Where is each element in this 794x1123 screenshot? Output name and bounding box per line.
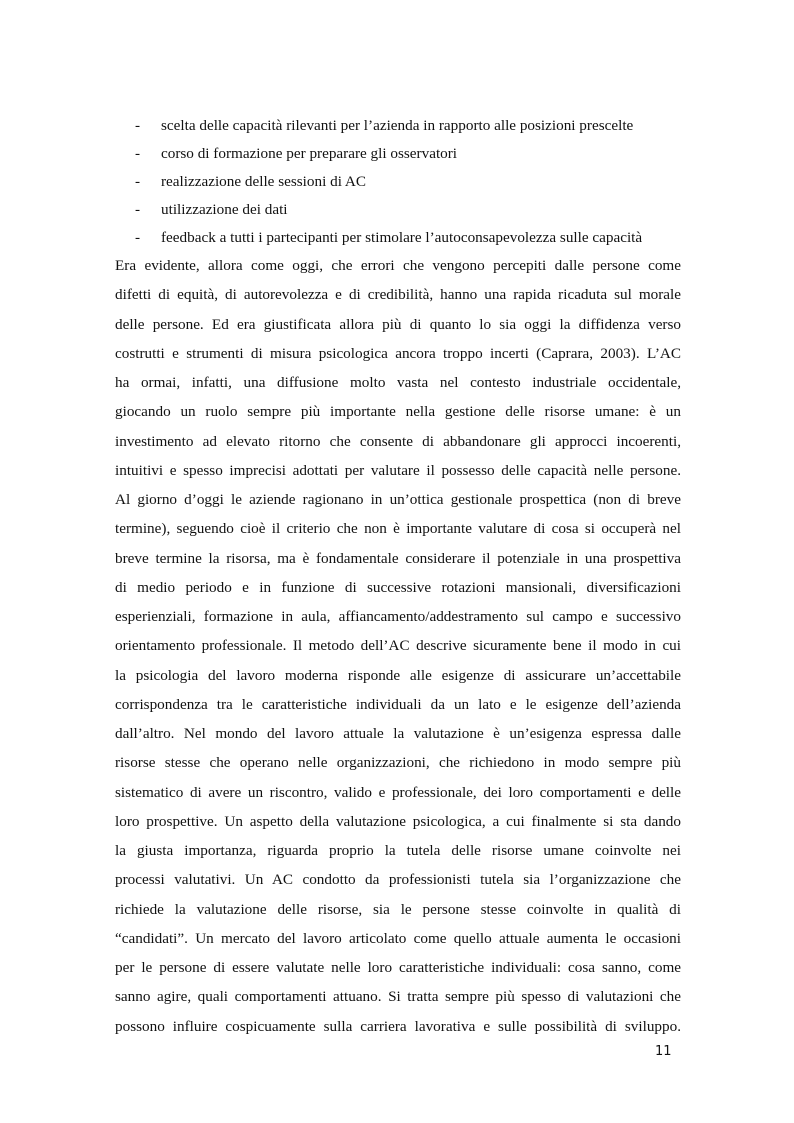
paragraph-line: delle persone. Ed era giustificata allora più di quanto lo sia oggi la diffidenza verso <box>115 315 681 333</box>
paragraph-line: corrispondenza tra le caratteristiche individuali da un lato e le esigenze dell’azienda <box>115 695 681 713</box>
paragraph-line: sanno agire, quali comportamenti attuano. Si tratta sempre più spesso di valutazioni che <box>115 988 681 1006</box>
bullet-text: corso di formazione per preparare gli osservatori <box>161 145 458 162</box>
paragraph-line: esperienziali, formazione in aula, affiancamento/addestramento sul campo e successivo <box>115 608 681 625</box>
paragraph-line: termine), seguendo cioè il criterio che non è importante valutare di cosa si occuperà nel <box>115 520 681 538</box>
paragraph-line: di medio periodo e in funzione di successive rotazioni mansionali, diversificazioni <box>115 578 681 596</box>
paragraph-line: orientamento professionale. Il metodo dell’AC descrive sicuramente bene il modo in cui <box>115 637 681 655</box>
paragraph-line: costrutti e strumenti di misura psicologica ancora troppo incerti (Caprara, 2003). L’AC <box>115 344 681 362</box>
bullet-text: realizzazione delle sessioni di AC <box>161 173 366 190</box>
paragraph-line: Al giorno d’oggi le aziende ragionano in un’ottica gestionale prospettica (non di breve <box>115 491 681 508</box>
page-number: 11 <box>655 1044 672 1059</box>
paragraph-line: loro prospettive. Un aspetto della valutazione psicologica, a cui finalmente si sta dando <box>115 812 681 830</box>
paragraph-line: per le persone di essere valutate nelle loro caratteristiche individuali: cosa sanno, come <box>115 959 681 976</box>
paragraph-line: “candidati”. Un mercato del lavoro articolato come quello attuale aumenta le occasioni <box>115 929 681 947</box>
paragraph-line: possono influire cospicuamente sulla carriera lavorativa e sulle possibilità di sviluppo. <box>115 1017 681 1035</box>
paragraph-line: intuitivi e spesso imprecisi adottati per valutare il possesso delle capacità nelle persone. <box>115 461 681 479</box>
bullet-dash: - <box>135 117 141 134</box>
bullet-item <box>135 112 695 140</box>
paragraph-line: sistematico di avere un riscontro, valido e professionale, dei loro comportamenti e delle <box>115 783 681 801</box>
paragraph-line: difetti di equità, di autorevolezza e di credibilità, hanno una rapida ricaduta sul morale <box>115 286 681 304</box>
bullet-text: scelta delle capacità rilevanti per l’azienda in rapporto alle posizioni prescelte <box>161 117 634 134</box>
bullet-item <box>135 196 695 224</box>
bullet-dash: - <box>135 229 141 246</box>
paragraph-line: Era evidente, allora come oggi, che errori che vengono percepiti dalle persone come <box>115 257 681 274</box>
paragraph-line: la psicologia del lavoro moderna risponde alle esigenze di assicurare un’accettabile <box>115 666 681 684</box>
bullet-item <box>135 140 695 168</box>
bullet-item <box>135 168 695 196</box>
paragraph-line: breve termine la risorsa, ma è fondamentale considerare il potenziale in una prospettiva <box>115 549 681 567</box>
bullet-item <box>135 224 695 252</box>
body-paragraph <box>115 251 681 1041</box>
bullet-dash: - <box>135 201 141 218</box>
paragraph-line: dall’altro. Nel mondo del lavoro attuale la valutazione è un’esigenza espressa dalle <box>115 725 681 742</box>
paragraph-line: la giusta importanza, riguarda proprio la tutela delle risorse umane coinvolte nei <box>115 842 681 859</box>
bullet-dash: - <box>135 145 141 162</box>
bullet-text: utilizzazione dei dati <box>161 201 288 218</box>
bullet-dash: - <box>135 173 141 190</box>
bullet-text: feedback a tutti i partecipanti per stimolare l’autoconsapevolezza sulle capacità <box>161 229 643 246</box>
bullet-list <box>135 112 695 252</box>
paragraph-line: investimento ad elevato ritorno che consente di abbandonare gli approcci incoerenti, <box>115 432 681 450</box>
paragraph-line: processi valutativi. Un AC condotto da professionisti tutela sia l’organizzazione che <box>115 871 681 889</box>
paragraph-line: risorse stesse che operano nelle organizzazioni, che richiedono in modo sempre più <box>115 754 681 772</box>
paragraph-line: giocando un ruolo sempre più importante nella gestione delle risorse umane: è un <box>115 403 681 421</box>
paragraph-line: richiede la valutazione delle risorse, sia le persone stesse coinvolte in qualità di <box>115 900 681 918</box>
paragraph-line: ha ormai, infatti, una diffusione molto vasta nel contesto industriale occidentale, <box>115 374 681 391</box>
